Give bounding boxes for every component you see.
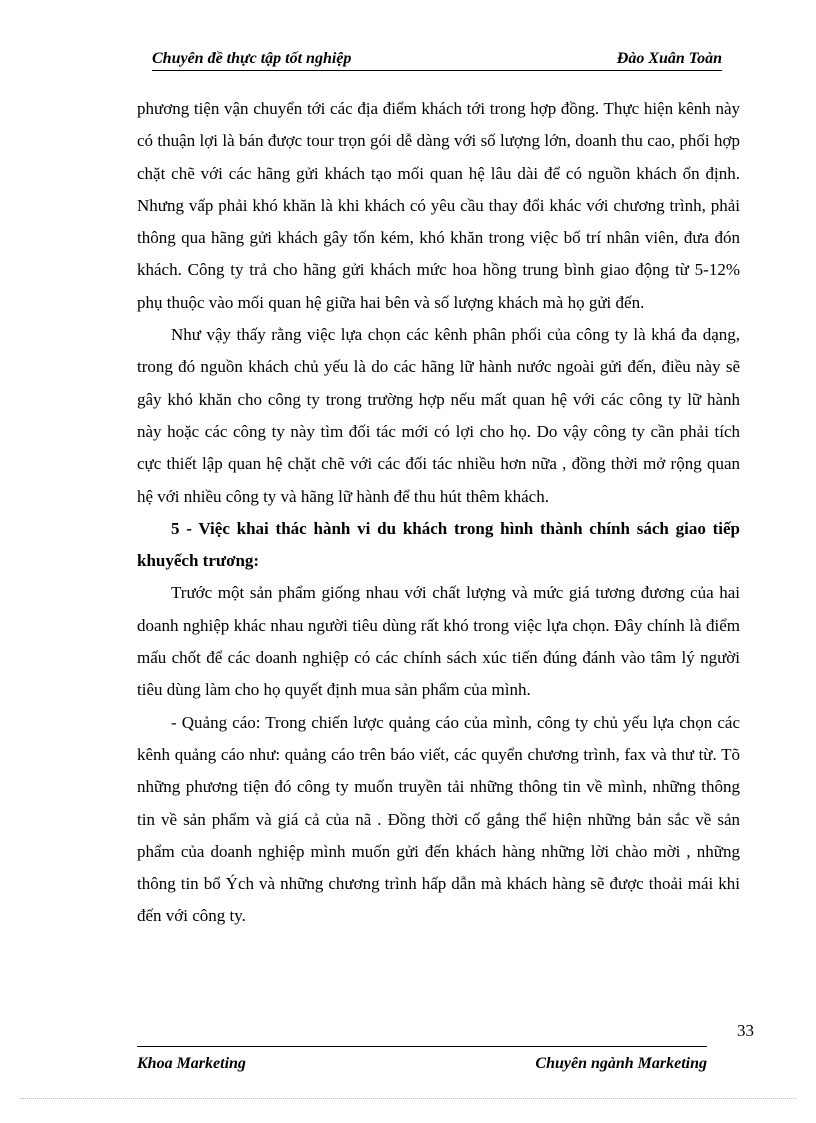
paragraph-promotion-intro: Trước một sản phẩm giống nhau với chất lượng và mức giá tương đương của hai doanh nghiệp khác nhau người tiêu dùng rất khó trong việc lựa chọn. Đây chính là điểm mấu chốt để các doanh nghiệp có các chính sách xúc tiến đúng đánh vào tâm lý người tiêu dùng làm cho họ quyết định mua sản phẩm của mình. — [137, 583, 740, 700]
page-footer — [137, 1046, 707, 1072]
paragraph-continuation: phương tiện vận chuyển tới các địa điểm khách tới trong hợp đồng. Thực hiện kênh này có thuận lợi là bán được tour trọn gói dễ dàng với số lượng lớn, doanh thu cao, phối hợp chặt chẽ với các hãng gửi khách tạo mối quan hệ lâu dài để có nguồn khách ổn định. Nhưng vấp phải khó khăn là khi khách có yêu cầu thay đổi khác với chương trình, phải thông qua hãng gửi khách gây tốn kém, khó khăn trong việc bố trí nhân viên, đưa đón khách. Công ty trả cho hãng gửi khách mức hoa hồng trung bình giao động từ 5-12% phụ thuộc vào mối quan hệ giữa hai bên và số lượng khách mà họ gửi đến. — [137, 99, 740, 312]
page-edge-divider — [20, 1098, 796, 1099]
page-number: 33 — [737, 1021, 754, 1040]
page-header — [152, 50, 722, 71]
document-body — [137, 93, 740, 933]
paragraph-distribution-summary: Như vậy thấy rằng việc lựa chọn các kênh phân phối của công ty là khá đa dạng, trong đó nguồn khách chủ yếu là do các hãng lữ hành nước ngoài gửi đến, điều này sẽ gây khó khăn cho công ty trong trường hợp nếu mất quan hệ với các công ty lữ hành này hoặc các công ty này tìm đối tác mới có lợi cho họ. Do vậy công ty cần phải tích cực thiết lập quan hệ chặt chẽ với các đối tác nhiều hơn nữa , đồng thời mở rộng quan hệ với nhiều công ty và hãng lữ hành để thu hút thêm khách. — [137, 325, 740, 506]
header-author: Đào Xuân Toàn — [616, 50, 722, 67]
footer-major: Chuyên ngành Marketing — [535, 1055, 707, 1072]
paragraph-advertising: - Quảng cáo: Trong chiến lược quảng cáo của mình, công ty chủ yếu lựa chọn các kênh quảng cáo như: quảng cáo trên báo viết, các quyển chương trình, fax và thư từ. Tõ những phương tiện đó công ty muốn truyền tải những thông tin về mình, những thông tin về sản phẩm và giá cả của nã . Đồng thời cố gắng thể hiện những bản sắc về sản phẩm của doanh nghiệp mình muốn gửi đến khách hàng những lời chào mời , những thông tin bổ Ých và những chương trình hấp dẫn mà khách hàng sẽ được thoải mái khi đến với công ty. — [137, 712, 740, 926]
section-heading: 5 - Việc khai thác hành vi du khách trong hình thành chính sách giao tiếp khuyếch trương: — [137, 518, 740, 571]
header-title: Chuyên đề thực tập tốt nghiệp — [152, 50, 352, 67]
footer-faculty: Khoa Marketing — [137, 1055, 246, 1072]
